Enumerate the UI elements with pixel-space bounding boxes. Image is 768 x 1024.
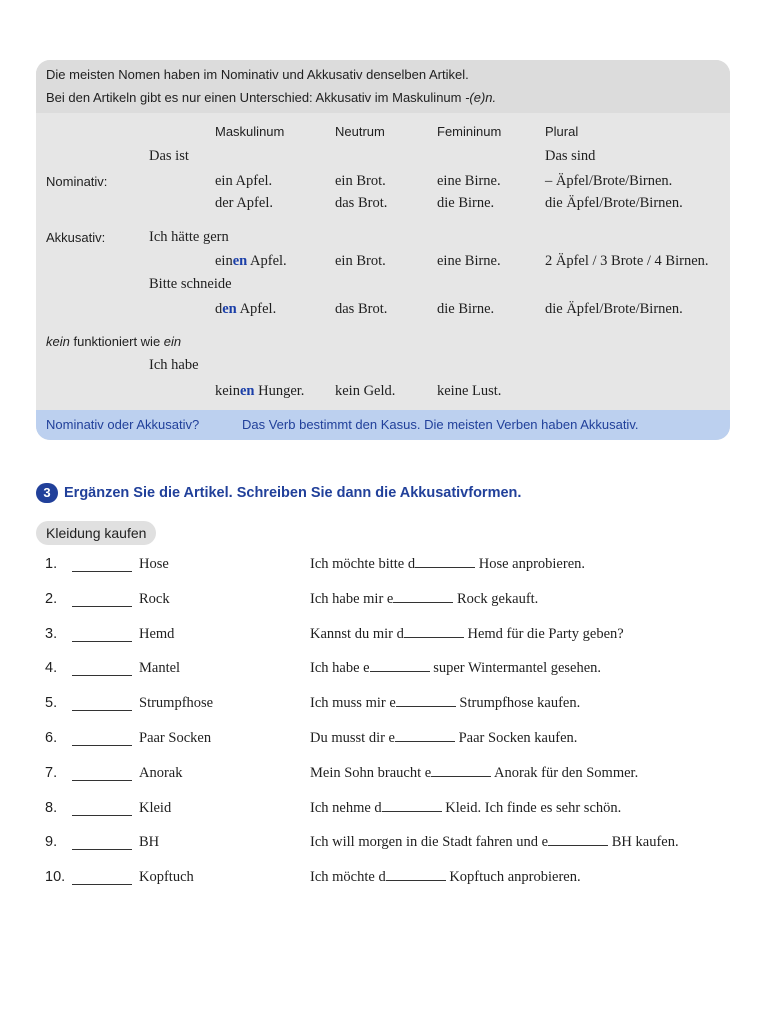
nominativ-intro: Das ist (149, 148, 189, 164)
exercise-heading (36, 483, 521, 503)
item-number: 9. (45, 834, 58, 851)
header-maskulinum: Maskulinum (215, 124, 285, 139)
article-blank-input[interactable] (72, 675, 132, 676)
article-blank-input[interactable] (72, 849, 132, 850)
item-sentence (310, 765, 638, 782)
akkusativ-intro-2: Bitte schneide (149, 276, 232, 292)
nominativ-plural-intro: Das sind (545, 148, 596, 164)
intro-line-2: Bei den Artikeln gibt es nur einen Unterschied: Akkusativ im Maskulinum -(e)n. (46, 90, 497, 105)
footer-question: Nominativ oder Akkusativ? (46, 417, 200, 432)
sentence-prefix: Ich will morgen in die Stadt fahren und e (310, 834, 549, 851)
item-number: 6. (45, 730, 58, 746)
header-neutrum: Neutrum (335, 124, 385, 139)
exercise-title: Ergänzen Sie die Artikel. Schreiben Sie dann die Akkusativformen. (64, 484, 522, 501)
article-blank-input[interactable] (72, 710, 132, 711)
sentence-blank-input[interactable] (382, 810, 442, 812)
header-femininum: Femininum (437, 124, 502, 139)
akkusativ-intro-1: Ich hätte gern (149, 229, 229, 245)
sentence-suffix: super Wintermantel gesehen. (429, 660, 602, 677)
sentence-blank-input[interactable] (415, 566, 475, 568)
kein-row-mask: keinen Hunger. (215, 383, 305, 399)
sentence-blank-input[interactable] (370, 670, 430, 672)
sentence-suffix: Hose anprobieren. (475, 556, 586, 572)
item-noun: Hose (139, 556, 169, 572)
item-number: 3. (45, 625, 58, 642)
article-blank-input[interactable] (72, 606, 132, 607)
sentence-blank-input[interactable] (395, 740, 455, 742)
sentence-prefix: Mein Sohn braucht e (310, 764, 432, 781)
akk-row2-fem: die Birne. (437, 301, 495, 317)
sentence-prefix: Du musst dir e (310, 730, 395, 746)
item-sentence (310, 730, 577, 747)
item-sentence (310, 800, 621, 817)
item-noun: BH (139, 834, 160, 851)
sentence-suffix: Rock gekauft. (453, 590, 539, 607)
article-blank-input[interactable] (72, 571, 132, 572)
sentence-suffix: Strumpfhose kaufen. (455, 695, 581, 712)
sentence-blank-input[interactable] (386, 879, 446, 881)
item-noun: Kleid (139, 799, 172, 816)
sentence-prefix: Ich möchte bitte d (310, 556, 416, 572)
item-noun: Strumpfhose (139, 695, 214, 712)
sentence-blank-input[interactable] (548, 844, 608, 846)
sentence-blank-input[interactable] (396, 705, 456, 707)
article-blank-input[interactable] (72, 780, 132, 781)
nom-row1-neut: ein Brot. (335, 173, 386, 189)
akk-row1-mask: einen Apfel. (215, 253, 287, 269)
akk-row2-mask: den Apfel. (215, 301, 277, 317)
sentence-blank-input[interactable] (431, 775, 491, 777)
item-number: 4. (45, 660, 58, 677)
article-blank-input[interactable] (72, 745, 132, 746)
sentence-suffix: BH kaufen. (608, 834, 679, 851)
sentence-blank-input[interactable] (393, 601, 453, 603)
item-sentence (310, 869, 581, 886)
akk-row1-neut: ein Brot. (335, 253, 386, 269)
nominativ-label: Nominativ: (46, 174, 108, 189)
item-sentence (310, 834, 679, 851)
nom-row2-plural: die Äpfel/Brote/Birnen. (545, 195, 683, 211)
sentence-prefix: Ich habe mir e (310, 590, 394, 607)
sentence-prefix: Kannst du mir d (310, 625, 404, 642)
item-noun: Mantel (139, 660, 181, 677)
item-noun: Rock (139, 590, 170, 607)
kein-row-neut: kein Geld. (335, 383, 396, 399)
header-plural: Plural (545, 124, 579, 139)
nom-row1-mask: ein Apfel. (215, 173, 273, 189)
akkusativ-label: Akkusativ: (46, 230, 106, 245)
topic-tag: Kleidung kaufen (36, 521, 156, 545)
intro-line-1: Die meisten Nomen haben im Nominativ und Akkusativ denselben Artikel. (46, 67, 469, 82)
akk-row2-neut: das Brot. (335, 301, 388, 317)
sentence-prefix: Ich nehme d (310, 799, 382, 816)
nom-row1-fem: eine Birne. (437, 173, 501, 189)
item-sentence (310, 660, 601, 677)
item-noun: Anorak (139, 764, 183, 781)
sentence-suffix: Paar Socken kaufen. (454, 730, 578, 746)
sentence-suffix: Kleid. Ich finde es sehr schön. (441, 799, 622, 816)
article-blank-input[interactable] (72, 641, 132, 642)
sentence-prefix: Ich habe e (310, 660, 370, 677)
item-number: 2. (45, 590, 58, 607)
item-noun: Kopftuch (139, 869, 194, 886)
item-number: 8. (45, 799, 58, 816)
sentence-prefix: Ich muss mir e (310, 695, 396, 712)
akk-row1-fem: eine Birne. (437, 253, 501, 269)
article-blank-input[interactable] (72, 884, 132, 885)
nom-row2-fem: die Birne. (437, 195, 495, 211)
exercise-number-badge: 3 (36, 483, 58, 503)
sentence-prefix: Ich möchte d (310, 869, 386, 886)
akk-row1-plural: 2 Äpfel / 3 Brote / 4 Birnen. (545, 253, 709, 269)
item-number: 7. (45, 764, 58, 781)
item-noun: Paar Socken (139, 730, 212, 746)
kein-label: kein funktioniert wie ein (46, 334, 182, 349)
item-noun: Hemd (139, 625, 175, 642)
article-blank-input[interactable] (72, 815, 132, 816)
item-number: 1. (45, 556, 58, 572)
item-number: 10. (45, 869, 66, 886)
footer-answer: Das Verb bestimmt den Kasus. Die meisten Verben haben Akkusativ. (242, 417, 639, 432)
kein-row-fem: keine Lust. (437, 383, 502, 399)
sentence-blank-input[interactable] (404, 636, 464, 638)
item-sentence (310, 556, 585, 573)
sentence-suffix: Anorak für den Sommer. (491, 764, 639, 781)
nom-row1-plural: – Äpfel/Brote/Birnen. (545, 173, 673, 189)
item-number: 5. (45, 695, 58, 712)
item-sentence (310, 591, 538, 608)
sentence-suffix: Kopftuch anprobieren. (445, 869, 581, 886)
grammar-box (36, 60, 730, 440)
akk-row2-plural: die Äpfel/Brote/Birnen. (545, 301, 683, 317)
item-sentence (310, 626, 624, 643)
nom-row2-neut: das Brot. (335, 195, 388, 211)
kein-intro: Ich habe (149, 357, 199, 373)
nom-row2-mask: der Apfel. (215, 195, 273, 211)
sentence-suffix: Hemd für die Party geben? (463, 625, 624, 642)
item-sentence (310, 695, 580, 712)
